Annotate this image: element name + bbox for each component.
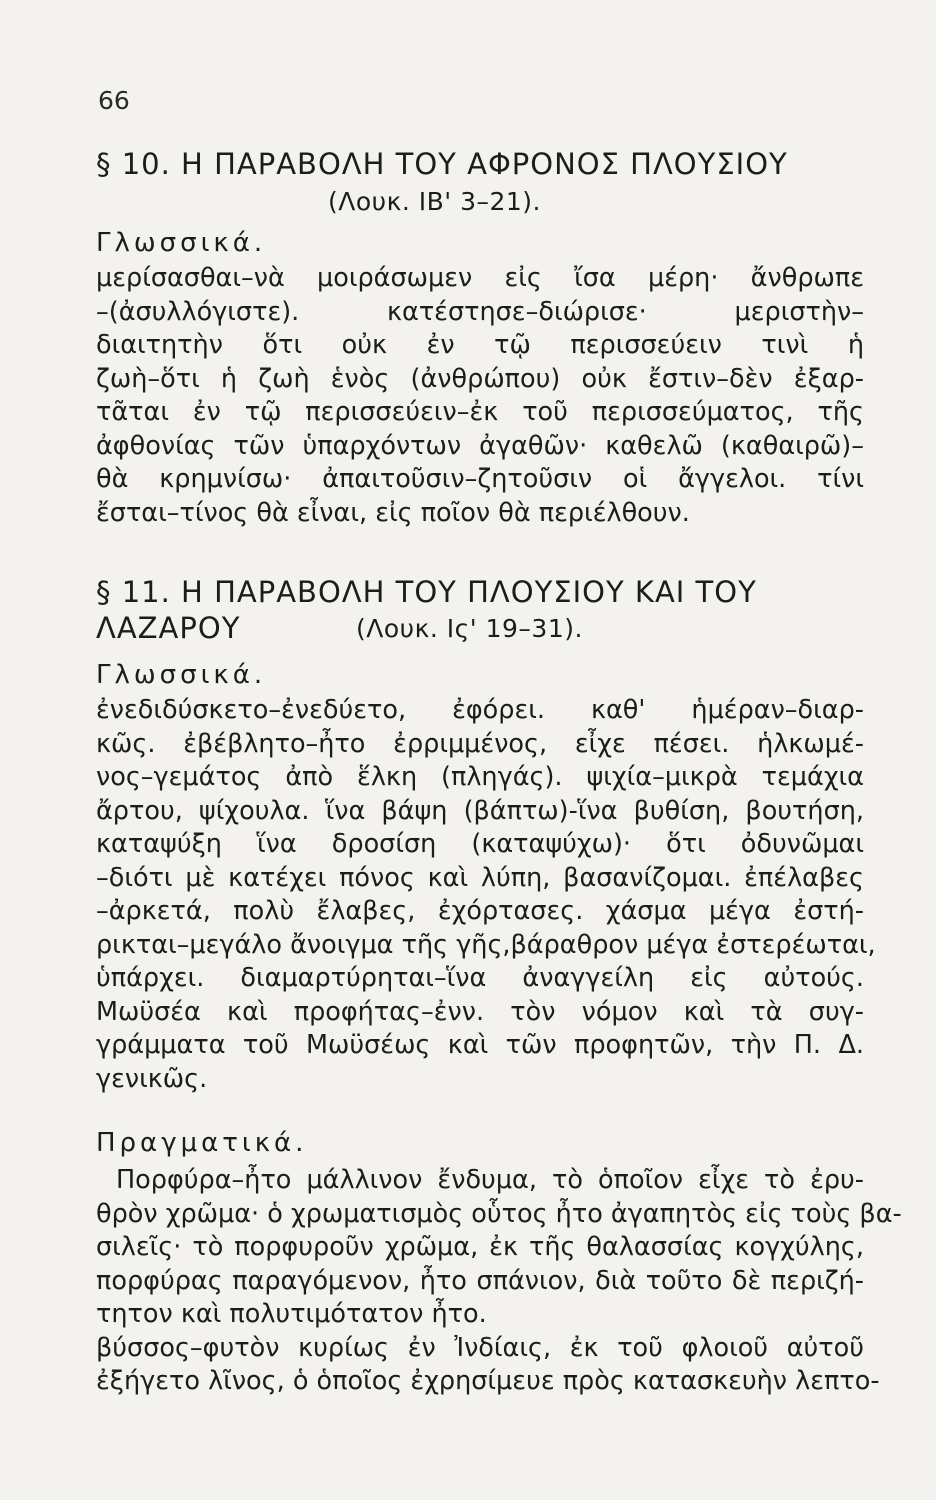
text-line: ἐξήγετο λῖνος, ὁ ὁποῖος ἐχρησίμευε πρὸς κατασκευὴν λεπτο- — [96, 1366, 880, 1396]
section-11-title: § 11. Η ΠΑΡΑΒΟΛΗ ΤΟΥ ΠΛΟΥΣΙΟΥ ΚΑΙ ΤΟΥ ΛΑΖΑΡΟΥ — [96, 575, 757, 645]
section-10-glossika-text — [96, 262, 864, 530]
text-line: σιλεῖς· τὸ πορφυροῦν χρῶμα, ἐκ τῆς θαλασσίας κογχύλης, — [96, 1232, 864, 1262]
text-line: θρὸν χρῶμα· ὁ χρωματισμὸς οὗτος ἦτο ἀγαπητὸς εἰς τοὺς βα- — [96, 1198, 902, 1229]
text-line: Μωϋσέα καὶ προφήτας–ἐνν. τὸν νόμον καὶ τὰ συγ- — [96, 996, 864, 1027]
section-10-glossika-heading: Γλωσσικά. — [96, 228, 267, 258]
text-line: ἀφθονίας τῶν ὑπαρχόντων ἀγαθῶν· καθελῶ (καθαιρῶ)– — [96, 430, 864, 461]
text-line: Πορφύρα–ἦτο μάλλινον ἔνδυμα, τὸ ὁποῖον εἶχε τὸ ἐρυ- — [116, 1165, 864, 1195]
section-11-reference: (Λουκ. Ις' 19–31). — [356, 614, 583, 643]
text-line: διαιτητὴν ὅτι οὐκ ἐν τῷ περισσεύειν τινὶ ἡ — [96, 330, 864, 360]
text-line: γενικῶς. — [96, 1063, 208, 1094]
text-line: νος–γεμάτος ἀπὸ ἕλκη (πληγάς). ψιχία–μικρὰ τεμάχια — [96, 762, 864, 792]
text-line: ὑπάρχει. διαμαρτύρηται–ἵνα ἀναγγείλη εἰς αὐτούς. — [96, 963, 864, 993]
text-line: –διότι μὲ κατέχει πόνος καὶ λύπη, βασανίζομαι. ἐπέλαβες — [96, 862, 864, 893]
text-line: θὰ κρημνίσω· ἀπαιτοῦσιν–ζητοῦσιν οἱ ἄγγελοι. τίνι — [96, 464, 864, 494]
section-10-reference: (Λουκ. ΙΒ' 3–21). — [328, 187, 542, 216]
text-line: βύσσος–φυτὸν κυρίως ἐν Ἰνδίαις, ἐκ τοῦ φλοιοῦ αὐτοῦ — [96, 1332, 864, 1363]
text-line: καταψύξη ἵνα δροσίση (καταψύχω)· ὅτι ὀδυνῶμαι — [96, 829, 864, 859]
text-line: –(ἀσυλλόγιστε). κατέστησε–διώρισε· μεριστὴν– — [96, 296, 864, 327]
text-line: ἔσται–τίνος θὰ εἶναι, εἰς ποῖον θὰ περιέλθουν. — [96, 497, 690, 528]
section-10-title: § 10. Η ΠΑΡΑΒΟΛΗ ΤΟΥ ΑΦΡΟΝΟΣ ΠΛΟΥΣΙΟΥ — [96, 147, 788, 181]
section-11-glossika-text — [96, 694, 876, 1096]
text-line: τᾶται ἐν τῷ περισσεύειν–ἐκ τοῦ περισσεύματος, τῆς — [96, 397, 864, 427]
section-11-pragmatika-text — [96, 1164, 902, 1399]
text-line: μερίσασθαι–νὰ μοιράσωμεν εἰς ἴσα μέρη· ἄνθρωπε — [96, 263, 864, 293]
text-line: ἄρτου, ψίχουλα. ἵνα βάψη (βάπτω)-ἵνα βυθίση, βουτήση, — [96, 795, 864, 826]
section-11-pragmatika-heading: Πραγματικά. — [96, 1128, 308, 1158]
text-line: πορφύρας παραγόμενον, ἦτο σπάνιον, διὰ τοῦτο δὲ περιζή- — [96, 1265, 864, 1296]
text-line: ρικται–μεγάλο ἄνοιγμα τῆς γῆς,βάραθρον μέγα ἐστερέωται, — [96, 929, 876, 960]
text-line: ζωὴ–ὅτι ἡ ζωὴ ἑνὸς (ἀνθρώπου) οὐκ ἔστιν–δὲν ἐξαρ- — [96, 363, 864, 394]
section-11-glossika-heading: Γλωσσικά. — [96, 660, 267, 690]
text-line: ἐνεδιδύσκετο–ἐνεδύετο, ἐφόρει. καθ' ἡμέραν–διαρ- — [96, 695, 864, 725]
text-line: γράμματα τοῦ Μωϋσέως καὶ τῶν προφητῶν, τὴν Π. Δ. — [96, 1030, 864, 1060]
text-line: τητον καὶ πολυτιμότατον ἦτο. — [96, 1299, 487, 1329]
text-line: –ἀρκετά, πολὺ ἔλαβες, ἐχόρτασες. χάσμα μέγα ἐστή- — [96, 896, 864, 926]
page-number: 66 — [98, 86, 130, 115]
text-line: κῶς. ἐβέβλητο–ἦτο ἐρριμμένος, εἶχε πέσει. ἡλκωμέ- — [96, 728, 864, 759]
